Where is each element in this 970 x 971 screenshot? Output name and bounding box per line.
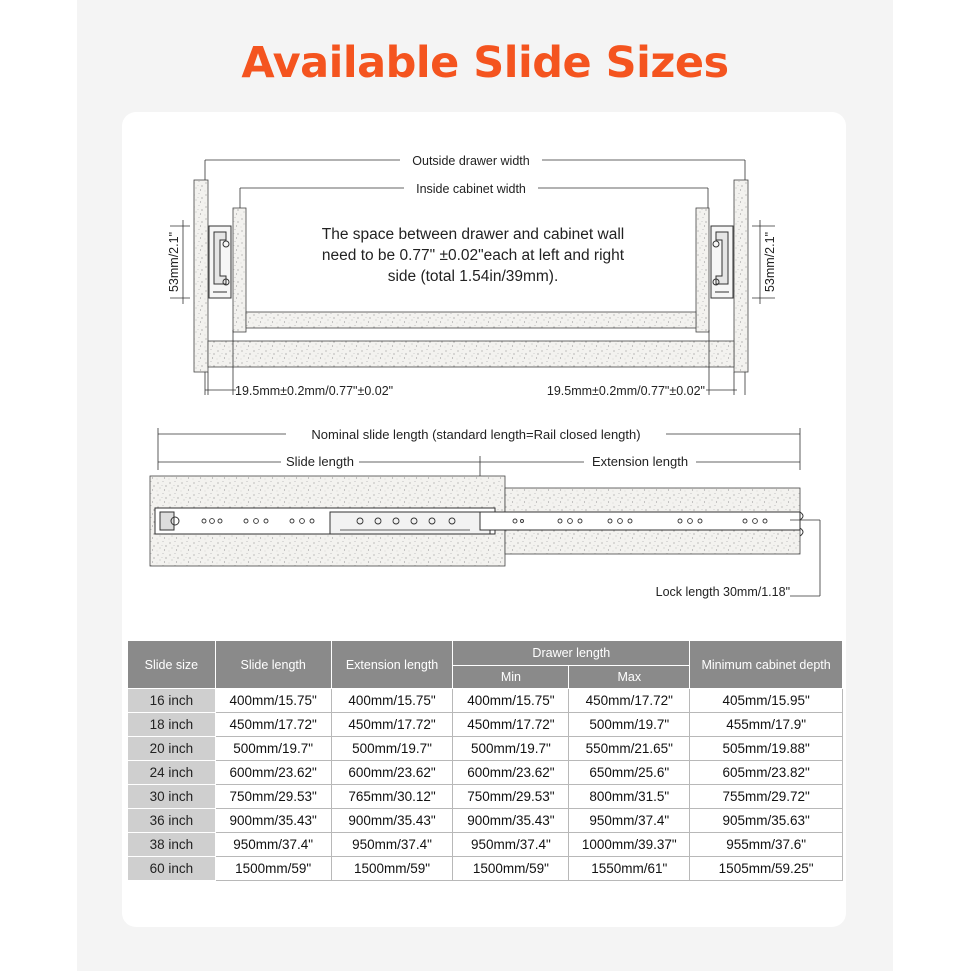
table-cell: 1550mm/61" (569, 857, 690, 881)
drawer-right-side (696, 208, 709, 332)
table-cell: 600mm/23.62" (215, 761, 331, 785)
table-cell: 955mm/37.6" (690, 833, 843, 857)
row-slide-size: 18 inch (128, 713, 216, 737)
height-label-right: 53mm/2.1" (763, 231, 777, 293)
row-slide-size: 60 inch (128, 857, 216, 881)
table-cell: 1500mm/59" (331, 857, 453, 881)
table-cell: 400mm/15.75" (331, 689, 453, 713)
table-cell: 450mm/17.72" (331, 713, 453, 737)
table-cell: 1500mm/59" (215, 857, 331, 881)
table-cell: 450mm/17.72" (215, 713, 331, 737)
table-cell: 765mm/30.12" (331, 785, 453, 809)
inside-width-label: Inside cabinet width (416, 182, 526, 196)
slide-sizes-table (127, 640, 843, 881)
table-cell: 605mm/23.82" (690, 761, 843, 785)
row-slide-size: 36 inch (128, 809, 216, 833)
clearance-note-line-2: need to be 0.77" ±0.02"each at left and right (321, 247, 625, 264)
table-cell: 900mm/35.43" (215, 809, 331, 833)
slide-rail-icon (155, 508, 800, 534)
table-cell: 650mm/25.6" (569, 761, 690, 785)
outside-width-label: Outside drawer width (412, 154, 530, 168)
row-slide-size: 30 inch (128, 785, 216, 809)
gap-label-left: 19.5mm±0.2mm/0.77"±0.02" (235, 384, 394, 398)
table-cell: 1000mm/39.37" (569, 833, 690, 857)
drawer-bottom-panel (246, 312, 696, 328)
row-slide-size: 16 inch (128, 689, 216, 713)
cabinet-bottom-panel (208, 341, 734, 367)
table-row (128, 785, 843, 809)
table-cell: 500mm/19.7" (215, 737, 331, 761)
table-cell: 400mm/15.75" (453, 689, 569, 713)
header-slide-size: Slide size (128, 641, 216, 689)
header-drawer-max: Max (569, 666, 690, 689)
table-row (128, 689, 843, 713)
right-slide-profile-icon (711, 226, 733, 298)
lock-length-label: Lock length 30mm/1.18" (655, 585, 790, 599)
slide-length-label: Slide length (286, 454, 354, 469)
table-row (128, 713, 843, 737)
table-cell: 750mm/29.53" (453, 785, 569, 809)
table-cell: 950mm/37.4" (331, 833, 453, 857)
row-slide-size: 20 inch (128, 737, 216, 761)
clearance-note-line-1: The space between drawer and cabinet wall (321, 226, 625, 243)
table-cell: 950mm/37.4" (215, 833, 331, 857)
table-cell: 500mm/19.7" (453, 737, 569, 761)
page-title: Available Slide Sizes (241, 38, 729, 88)
table-cell: 755mm/29.72" (690, 785, 843, 809)
cabinet-right-wall (734, 180, 748, 372)
table-cell: 1505mm/59.25" (690, 857, 843, 881)
table-cell: 800mm/31.5" (569, 785, 690, 809)
table-row (128, 833, 843, 857)
table-cell: 900mm/35.43" (453, 809, 569, 833)
table-cell: 905mm/35.63" (690, 809, 843, 833)
clearance-note-line-3: side (total 1.54in/39mm). (387, 268, 559, 285)
table-cell: 500mm/19.7" (331, 737, 453, 761)
table-cell: 950mm/37.4" (453, 833, 569, 857)
header-min-cabinet-depth: Minimum cabinet depth (690, 641, 843, 689)
table-cell: 1500mm/59" (453, 857, 569, 881)
extension-length-label: Extension length (591, 454, 689, 469)
header-extension-length: Extension length (331, 641, 453, 689)
table-cell: 455mm/17.9" (690, 713, 843, 737)
table-cell: 600mm/23.62" (331, 761, 453, 785)
table-cell: 950mm/37.4" (569, 809, 690, 833)
table-cell: 505mm/19.88" (690, 737, 843, 761)
table-cell: 400mm/15.75" (215, 689, 331, 713)
gap-label-right: 19.5mm±0.2mm/0.77"±0.02" (546, 384, 705, 398)
header-slide-length: Slide length (215, 641, 331, 689)
table-cell: 405mm/15.95" (690, 689, 843, 713)
nominal-length-label: Nominal slide length (standard length=Rail closed length) (311, 427, 641, 442)
drawer-left-side (233, 208, 246, 332)
table-cell: 450mm/17.72" (453, 713, 569, 737)
table-row (128, 761, 843, 785)
left-slide-profile-icon (209, 226, 231, 298)
cabinet-left-wall (194, 180, 208, 372)
table-cell: 500mm/19.7" (569, 713, 690, 737)
table-cell: 450mm/17.72" (569, 689, 690, 713)
table-row (128, 809, 843, 833)
table-row (128, 857, 843, 881)
row-slide-size: 24 inch (128, 761, 216, 785)
table-cell: 600mm/23.62" (453, 761, 569, 785)
height-label-left: 53mm/2.1" (167, 231, 181, 293)
front-view-diagram (167, 152, 777, 398)
side-view-diagram (150, 426, 820, 599)
table-cell: 750mm/29.53" (215, 785, 331, 809)
table-cell: 900mm/35.43" (331, 809, 453, 833)
header-drawer-min: Min (453, 666, 569, 689)
table-cell: 550mm/21.65" (569, 737, 690, 761)
table-row (128, 737, 843, 761)
row-slide-size: 38 inch (128, 833, 216, 857)
header-drawer-length: Drawer length (453, 641, 690, 666)
